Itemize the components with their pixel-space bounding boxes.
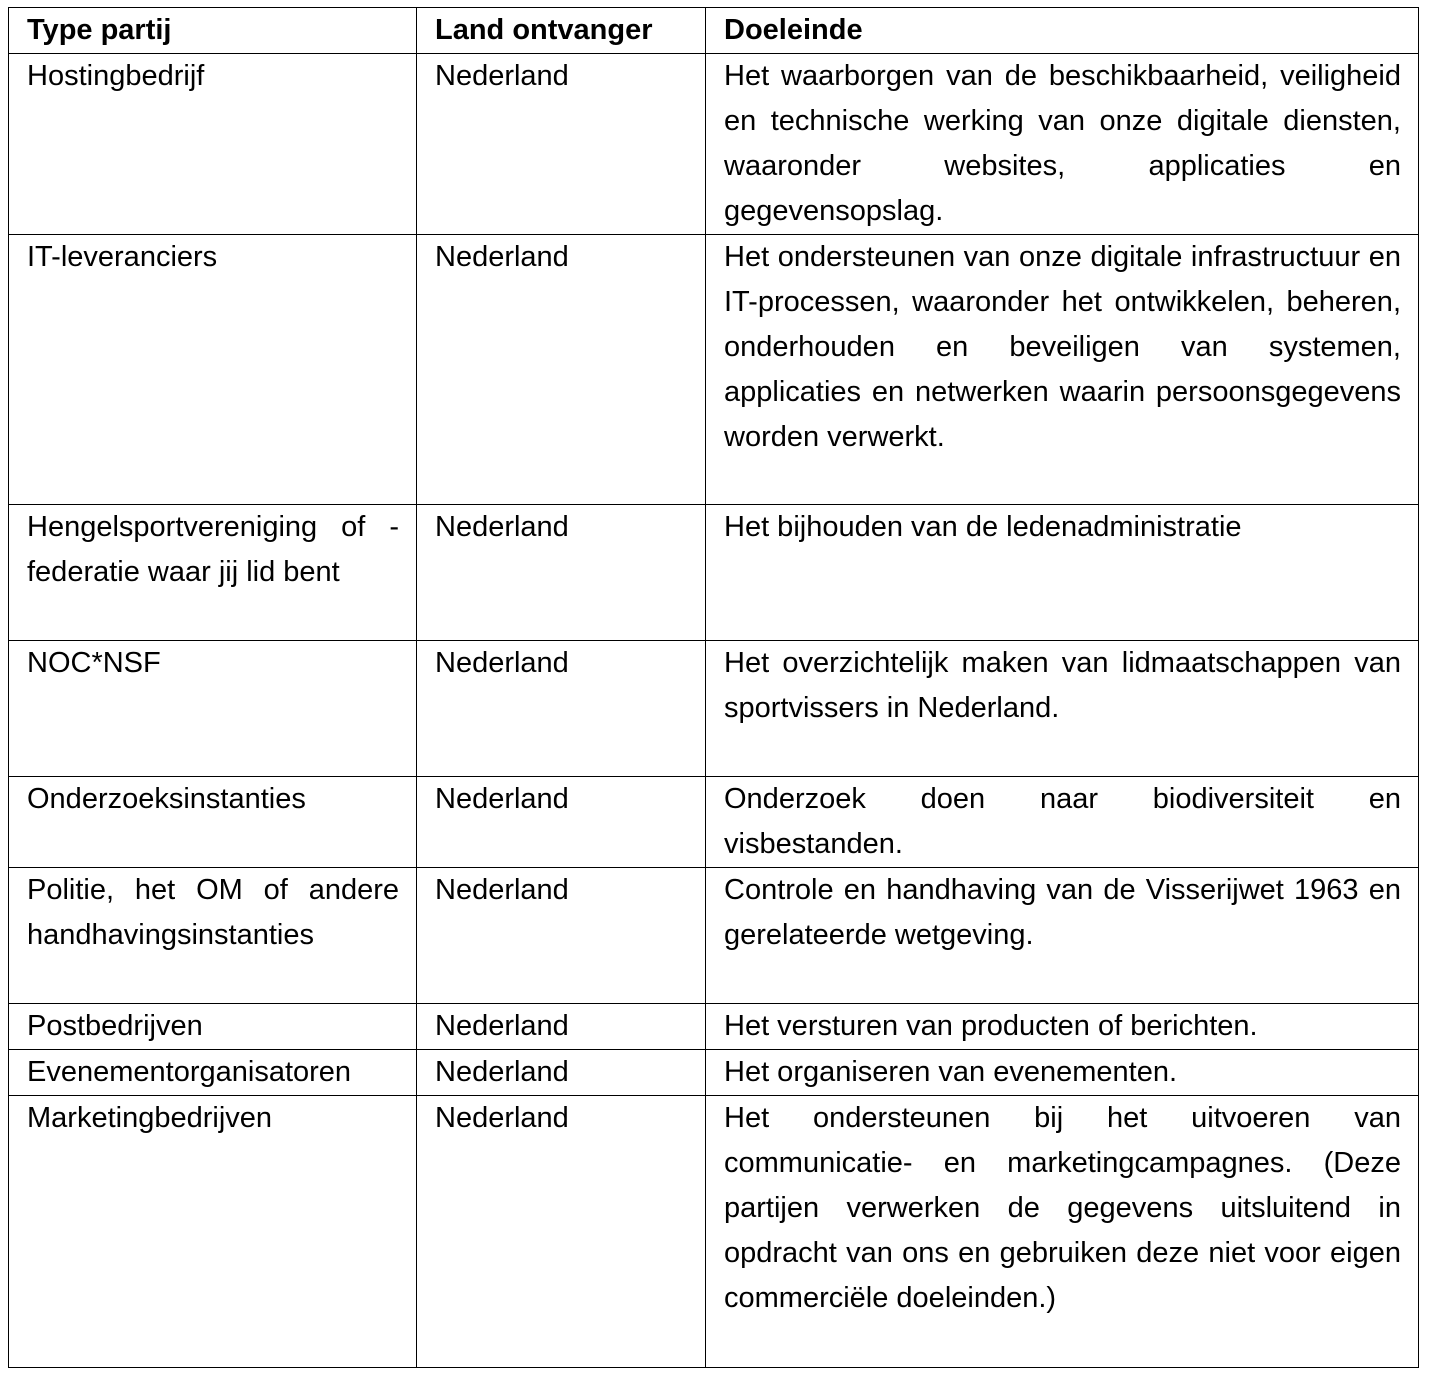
table-row: [9, 1004, 1419, 1050]
table-row: [9, 868, 1419, 1004]
cell-type: Onderzoeksinstanties: [9, 777, 417, 868]
cell-country: Nederland: [417, 868, 706, 1004]
cell-type: Marketingbedrijven: [9, 1096, 417, 1368]
cell-purpose: Het organiseren van evenementen.: [706, 1050, 1419, 1096]
cell-purpose: Het waarborgen van de beschikbaarheid, veiligheid en technische werking van onze digitale diensten, waaronder websites, applicaties en gegevensopslag.: [706, 54, 1419, 235]
cell-type: IT-leveranciers: [9, 235, 417, 505]
cell-country: Nederland: [417, 777, 706, 868]
table-row: [9, 1096, 1419, 1368]
cell-purpose: Onderzoek doen naar biodiversiteit en visbestanden.: [706, 777, 1419, 868]
header-type-partij: Type partij: [9, 8, 417, 54]
header-land-ontvanger: Land ontvanger: [417, 8, 706, 54]
table-row: [9, 54, 1419, 235]
cell-country: Nederland: [417, 1096, 706, 1368]
header-doeleinde: Doeleinde: [706, 8, 1419, 54]
cell-type: Evenementorganisatoren: [9, 1050, 417, 1096]
cell-purpose: Het ondersteunen bij het uitvoeren van communicatie- en marketingcampagnes. (Deze partijen verwerken de gegevens uitsluitend in opdracht van ons en gebruiken deze niet voor eigen commerciële doeleinden.): [706, 1096, 1419, 1368]
cell-country: Nederland: [417, 1004, 706, 1050]
cell-type: NOC*NSF: [9, 641, 417, 777]
table-row: [9, 235, 1419, 505]
recipients-table: [8, 7, 1419, 1368]
cell-purpose: Het ondersteunen van onze digitale infrastructuur en IT-processen, waaronder het ontwikkelen, beheren, onderhouden en beveiligen van systemen, applicaties en netwerken waarin persoonsgegevens worden verwerkt.: [706, 235, 1419, 505]
table-header: [9, 8, 1419, 54]
cell-country: Nederland: [417, 54, 706, 235]
table-body: [9, 54, 1419, 1368]
table-row: [9, 641, 1419, 777]
cell-purpose: Het bijhouden van de ledenadministratie: [706, 505, 1419, 641]
header-row: [9, 8, 1419, 54]
cell-type: Hengelsportvereniging of -federatie waar jij lid bent: [9, 505, 417, 641]
cell-country: Nederland: [417, 641, 706, 777]
cell-country: Nederland: [417, 235, 706, 505]
cell-type: Postbedrijven: [9, 1004, 417, 1050]
table-row: [9, 1050, 1419, 1096]
cell-type: Hostingbedrijf: [9, 54, 417, 235]
cell-purpose: Controle en handhaving van de Visserijwet 1963 en gerelateerde wetgeving.: [706, 868, 1419, 1004]
cell-country: Nederland: [417, 505, 706, 641]
cell-purpose: Het versturen van producten of berichten.: [706, 1004, 1419, 1050]
cell-type: Politie, het OM of andere handhavingsinstanties: [9, 868, 417, 1004]
table-row: [9, 777, 1419, 868]
table-row: [9, 505, 1419, 641]
cell-country: Nederland: [417, 1050, 706, 1096]
cell-purpose: Het overzichtelijk maken van lidmaatschappen van sportvissers in Nederland.: [706, 641, 1419, 777]
